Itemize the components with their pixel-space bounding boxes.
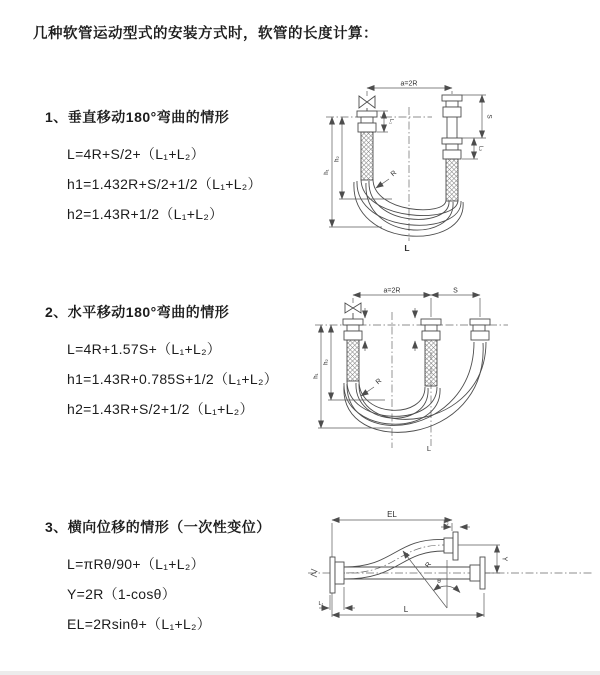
middle-flange-fitting [421,319,441,386]
braided-hose-section [446,159,458,201]
dim-h1-label: h₁ [313,373,320,379]
dim-l2-label: L₂ [443,520,449,527]
formula-h1: h1=1.432R+S/2+1/2（L₁+L₂） [67,176,262,192]
section-3 [45,517,271,639]
dim-s-label: S [453,287,458,295]
formula-y: Y=2R（1-cosθ） [67,586,177,602]
section-1-heading: 1、垂直移动180°弯曲的情形 [45,109,230,125]
right-flange-fitting-raised [442,95,462,138]
section-2 [45,302,278,424]
section-1 [45,107,262,229]
dimension-a2r [367,81,452,97]
formula-h2: h2=1.43R+S/2+1/2（L₁+L₂） [67,401,254,417]
dimension-l [332,593,484,617]
valve-icon [359,96,375,111]
diagram-horizontal-180-bend [303,280,598,455]
dimension-s [462,95,493,138]
dim-y-label: Y [500,556,508,562]
length-label: L [426,444,432,453]
raised-flange [444,532,458,560]
section-3-heading: 3、横向位移的情形（一次性变位） [45,519,271,535]
radius-leader [376,170,398,188]
dim-el-label: EL [387,510,397,519]
fitting-tick-dimensions [365,308,415,351]
right-flange-fitting-moved [470,319,490,340]
angle-construction [403,551,460,608]
braided-hose-section [361,132,373,180]
formula-el: EL=2Rsinθ+（L₁+L₂） [67,616,212,632]
braided-hose-section [347,340,359,381]
formula-l: L=4R+1.57S+（L₁+L₂） [67,341,222,357]
left-flange-fitting [357,111,377,180]
dim-h1-label: h₁ [324,169,330,175]
formula-l: L=πRθ/90+（L₁+L₂） [67,556,205,572]
dimension-a2r [353,288,480,318]
dim-h2-label: h₂ [334,156,341,162]
dim-a2r-label: a=2R [383,287,401,295]
dim-a2r-label: a=2R [400,80,418,88]
diagram-vertical-180-bend [310,75,600,255]
right-flange-fitting-lower [442,138,462,201]
length-label: L [404,243,410,253]
radius-label: R [374,377,384,387]
dimension-l1 [319,587,355,610]
left-flange [330,557,344,593]
dimension-el [332,510,452,617]
page-bottom-edge [0,671,600,675]
hose-arcs [344,342,486,432]
formula-h1: h1=1.43R+0.785S+1/2（L₁+L₂） [67,371,278,387]
radius-label: R [389,169,399,179]
valve-icon [345,303,361,319]
left-flange-fitting [343,319,363,381]
dim-l-label: L [403,605,409,614]
dimension-l2 [462,138,484,159]
dim-h2-label: h₂ [323,359,330,365]
formula-h2: h2=1.43R+1/2（L₁+L₂） [67,206,224,222]
angle-theta-label: θ [437,578,441,585]
dim-s-label: S [485,114,493,119]
braided-hose-section [425,340,437,386]
dim-l1-label: L₁ [318,601,324,607]
radius-leader [361,378,383,396]
formula-l: L=4R+S/2+（L₁+L₂） [67,146,205,162]
section-2-heading: 2、水平移动180°弯曲的情形 [45,304,230,320]
page-title: 几种软管运动型式的安装方式时，软管的长度计算： [33,26,378,42]
diagram-lateral-displacement [300,505,600,650]
dim-l2-label: L₂ [477,145,484,152]
radius-label: R [424,561,434,570]
dimension-l2 [441,521,470,528]
dimension-s [431,288,480,296]
dim-l1-label: L₁ [388,119,394,124]
dimension-l1 [377,111,394,132]
